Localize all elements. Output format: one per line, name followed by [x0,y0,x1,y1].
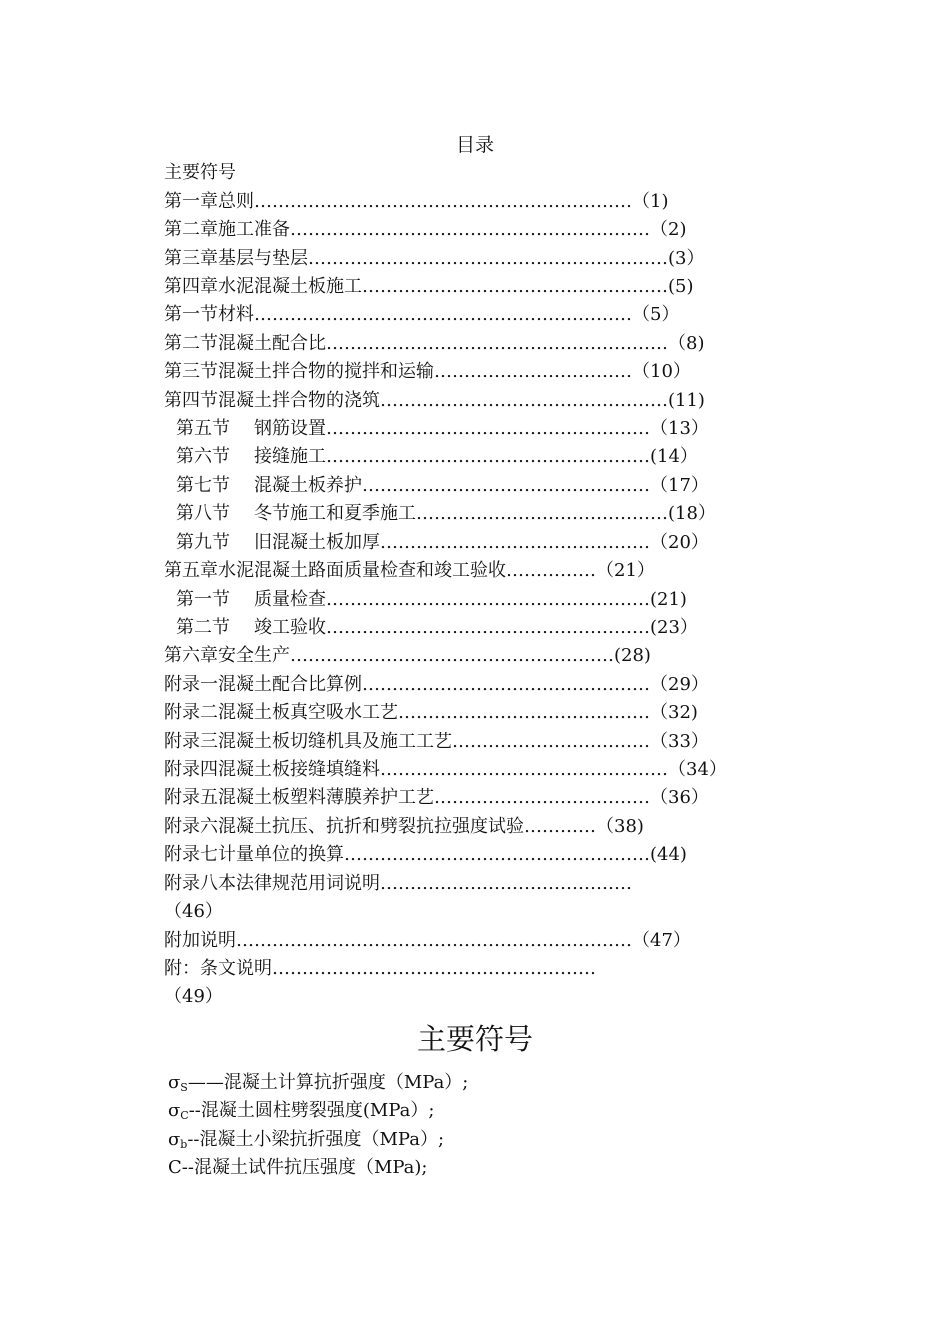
toc-entry [164,955,596,983]
toc-leader: ……………………………………………… [290,645,614,666]
toc-entry-title: 附录八本法律规范用词说明 [164,873,380,894]
toc-entry-title: 附录六混凝土抗压、抗折和劈裂抗拉强度试验 [164,816,524,837]
symbol-description: --混凝土试件抗压强度（MPa); [181,1157,428,1178]
toc-entry-title: 第四节混凝土拌合物的浇筑 [164,390,380,411]
symbol: σ [168,1072,181,1093]
toc-entry [176,443,698,471]
toc-page: （8) [668,333,705,354]
toc-entry [164,387,705,415]
toc-page: (14） [650,446,698,467]
symbol-description: ——混凝土计算抗折强度（MPa）; [187,1072,469,1093]
toc-leader: …………………………………… [416,503,668,524]
toc-leader: ……………………………………… [380,532,650,553]
toc-entry [164,699,698,727]
toc-entry [164,841,687,869]
toc-entry-title: 冬节施工和夏季施工 [254,503,416,524]
toc-entry [164,245,704,273]
toc-section-number: 第一节 [176,589,230,610]
toc-leader: …………………………… [434,361,632,382]
toc-entry-title: 附录五混凝土板塑料薄膜养护工艺 [164,787,434,808]
toc-entry-title: 第一章总则 [164,191,254,212]
toc-entry [164,728,709,756]
toc-page: （38) [596,816,644,837]
toc-section-number: 第二节 [176,617,230,638]
toc-leader: ……………………………………………… [326,617,650,638]
toc-entry [164,273,694,301]
toc-entry-page-wrap: （46） [164,901,223,922]
toc-entry-title: 第三节混凝土拌合物的搅拌和运输 [164,361,434,382]
toc-entry-title: 混凝土板养护 [254,475,362,496]
toc-main-symbols: 主要符号 [164,162,236,183]
toc-page: （21） [596,560,655,581]
toc-entry [164,557,655,585]
symbol-definition [168,1097,434,1125]
toc-entry [176,500,716,528]
toc-leader: …………………………… [452,731,650,752]
toc-leader: ……………………………………………… [326,446,650,467]
toc-page: （13） [650,418,709,439]
toc-leader: ……………………………………………… [326,589,650,610]
toc-leader: ……………………………………………… [326,418,650,439]
toc-leader: ………………………………………… [380,390,668,411]
toc-page: （29） [650,674,709,695]
toc-page: （20） [650,532,709,553]
toc-section-number: 第七节 [176,475,230,496]
toc-entry-title: 第一节材料 [164,304,254,325]
symbol: σ [168,1129,181,1150]
toc-page: （10） [632,361,691,382]
toc-entry-page-wrap: （49） [164,986,223,1007]
toc-entry-title: 附加说明 [164,930,236,951]
toc-entry-title: 附录四混凝土板接缝填缝料 [164,759,380,780]
toc-leader: …………………………………… [398,702,650,723]
toc-leader: …………………………………………………… [308,248,668,269]
symbol-subscript: b [180,1138,188,1151]
toc-title: 目录 [455,134,494,156]
toc-page: (21) [650,589,687,610]
toc-entry [176,614,698,642]
toc-page: (5) [668,276,694,297]
toc-leader: ……………………………………………………… [254,304,632,325]
toc-entry [164,358,691,386]
toc-entry [164,642,651,670]
toc-entry [164,927,691,955]
toc-leader: ………… [524,816,596,837]
toc-leader: ………………………………………… [362,475,650,496]
toc-leader: ………………………………………………… [326,333,668,354]
toc-section-number: 第六节 [176,446,230,467]
toc-leader: …………………………………………………… [290,219,650,240]
toc-leader: …………………………………………… [344,844,650,865]
symbol-definition [168,1126,444,1154]
toc-section-number: 第八节 [176,503,230,524]
toc-page: （32) [650,702,698,723]
toc-page: (28) [614,645,651,666]
toc-entry [164,813,644,841]
toc-entry-title: 附录三混凝土板切缝机具及施工工艺 [164,731,452,752]
symbol-definition [168,1069,468,1097]
toc-entry-title: 第五章水泥混凝土路面质量检查和竣工验收 [164,560,506,581]
toc-entry-title: 质量检查 [254,589,326,610]
toc-entry-title: 第四章水泥混凝土板施工 [164,276,362,297]
toc-entry-title: 附录二混凝土板真空吸水工艺 [164,702,398,723]
toc-page: (44) [650,844,687,865]
toc-page: （33） [650,731,709,752]
toc-entry [176,586,687,614]
toc-entry [164,330,704,358]
symbol-description: --混凝土圆柱劈裂强度(MPa）; [188,1100,435,1121]
toc-leader: …………………………………………… [362,276,668,297]
symbol: C [168,1157,182,1178]
toc-page: （17） [650,475,709,496]
toc-leader: ………………………………………… [362,674,650,695]
toc-page: (23） [650,617,698,638]
toc-entry-title: 钢筋设置 [254,418,326,439]
toc-page: （36） [650,787,709,808]
toc-entry-title: 附录一混凝土配合比算例 [164,674,362,695]
toc-entry [164,870,632,898]
toc-entry [164,784,709,812]
toc-leader: ………………………………………………………… [236,930,632,951]
toc-page: （5） [632,304,680,325]
toc-entry-title: 第三章基层与垫层 [164,248,308,269]
toc-leader: …………………………………… [380,873,632,894]
toc-section-number: 第九节 [176,532,230,553]
toc-leader: …………… [506,560,596,581]
toc-entry [176,529,709,557]
symbols-title: 主要符号 [416,1022,533,1056]
toc-entry-title: 第六章安全生产 [164,645,290,666]
toc-page: （47） [632,930,691,951]
toc-entry-title: 第二节混凝土配合比 [164,333,326,354]
symbol-subscript: S [180,1081,188,1094]
toc-entry [176,415,709,443]
toc-page: (18） [668,503,716,524]
toc-entry [164,216,686,244]
symbol-definition [168,1154,428,1182]
toc-page: （2) [650,219,687,240]
symbol-description: --混凝土小梁抗折强度（MPa）; [187,1129,445,1150]
toc-page: （34） [668,759,727,780]
toc-entry-title: 接缝施工 [254,446,326,467]
toc-leader: ……………………………… [434,787,650,808]
toc-entry [164,671,709,699]
symbol: σ [168,1100,181,1121]
toc-entry [176,472,709,500]
toc-leader: ………………………………………… [380,759,668,780]
toc-leader: ……………………………………………… [272,958,596,979]
toc-entry [164,301,679,329]
toc-section-number: 第五节 [176,418,230,439]
symbol-subscript: C [180,1109,189,1122]
toc-entry-title: 竣工验收 [254,617,326,638]
toc-entry-title: 第二章施工准备 [164,219,290,240]
toc-page: (11) [668,390,705,411]
toc-page: (3） [668,248,705,269]
toc-leader: ……………………………………………………… [254,191,632,212]
toc-entry-title: 旧混凝土板加厚 [254,532,380,553]
toc-entry-title: 附：条文说明 [164,958,272,979]
toc-entry-title: 附录七计量单位的换算 [164,844,344,865]
toc-entry [164,188,668,216]
toc-page: （1) [632,191,669,212]
toc-entry [164,756,727,784]
